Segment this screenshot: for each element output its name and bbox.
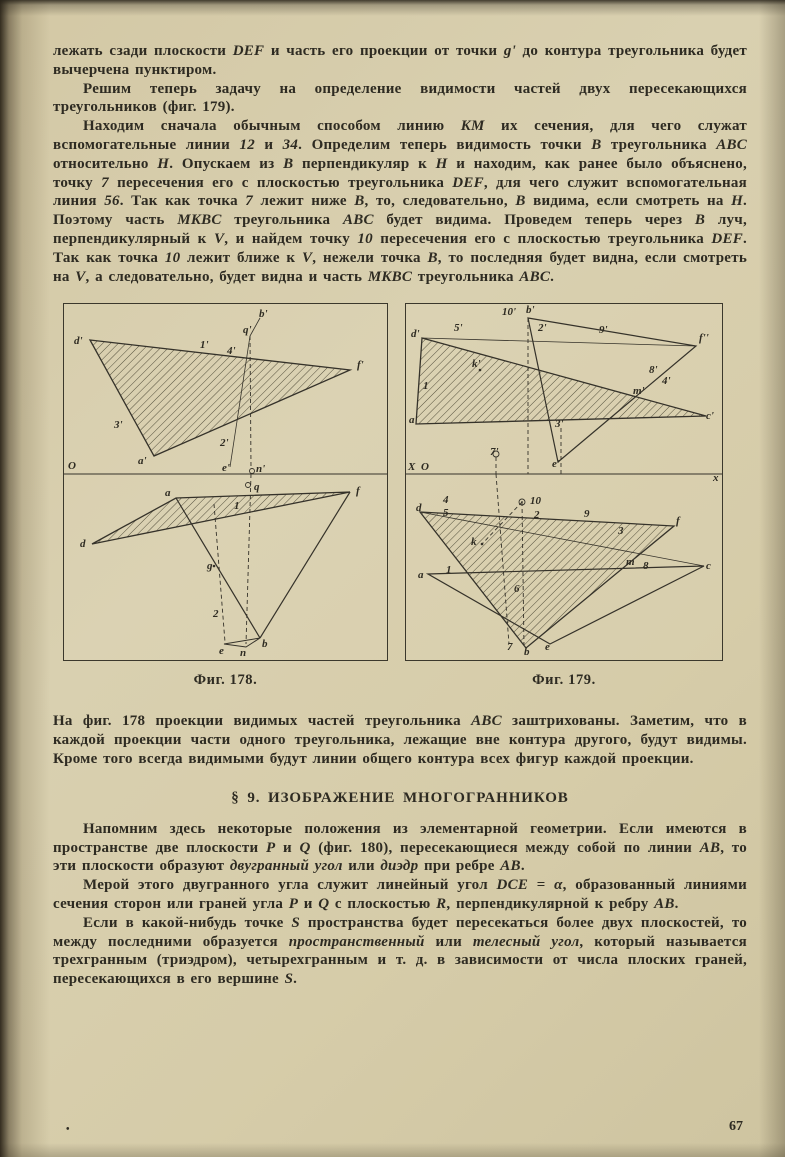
point-label: a' (138, 455, 147, 468)
point-marker-g (213, 565, 216, 568)
text-run: (фиг. 180), пересекающиеся между собой по линии (310, 839, 700, 856)
italic-term: 7 (245, 193, 254, 210)
point-label: b' (259, 308, 268, 321)
italic-term: 10 (357, 230, 373, 247)
text-run: заштрихованы. Заметим, что в каждой проекции части одного треугольника, лежащие вне контура другого, будут видимы. Кроме того всегда видимыми будут линии общего контура всех фигур каждой проекции. (53, 713, 747, 767)
point-label: m' (633, 385, 645, 398)
point-label: d' (411, 328, 420, 341)
point-marker-k (481, 543, 484, 546)
point-label: b (262, 638, 268, 651)
italic-term: AB (654, 895, 675, 912)
italic-term: P (265, 839, 276, 856)
italic-term: двугранный угол (229, 858, 343, 875)
figure-179-caption: Фиг. 179. (532, 672, 596, 689)
italic-term: DEF (711, 230, 744, 247)
paragraph (53, 876, 747, 914)
section-text-block (53, 820, 747, 989)
point-label: e (545, 641, 550, 654)
text-run: , который называется трехгранным (триэдром), четырехгранным и т. д. в зависимости от числа плоских граней, пересекающихся в его вершине (53, 933, 747, 988)
hatched-triangle-bottom (420, 512, 674, 648)
point-label: x (713, 472, 719, 485)
text-run: перпендикуляр к (293, 155, 436, 172)
italic-term: AB (699, 839, 721, 856)
italic-term: B (515, 193, 526, 210)
point-label: O (68, 460, 76, 473)
point-label: d (80, 538, 86, 551)
point-label: e (219, 645, 224, 658)
small-triangle-enb (224, 638, 260, 647)
point-label: 1 (234, 500, 240, 513)
bottom-projection-179 (420, 474, 704, 648)
text-run: , то, следовательно, (364, 193, 516, 210)
italic-term: V (302, 249, 313, 266)
italic-term: KM (460, 118, 485, 135)
figure-178-frame (63, 303, 388, 661)
italic-term: 34 (282, 136, 299, 153)
italic-term: P (288, 895, 299, 912)
page-content (53, 42, 747, 989)
text-run: Мерой этого двугранного угла служит линейный угол (83, 877, 497, 894)
text-run: будет видима. Проведем теперь через (373, 212, 695, 229)
point-label: c' (706, 410, 714, 423)
paragraph (53, 820, 747, 876)
text-run: треугольника (601, 136, 717, 153)
point-label: 2' (220, 437, 229, 450)
italic-term: g' (503, 43, 516, 59)
italic-term: S (291, 914, 300, 931)
top-projection-179 (416, 318, 706, 474)
italic-term: телесный угол (472, 933, 580, 950)
point-label: q' (243, 324, 252, 337)
text-run: лежит ниже (253, 193, 355, 210)
italic-term: S (284, 971, 294, 988)
point-label: m (626, 556, 635, 569)
footnote-mark: • (66, 1124, 70, 1135)
text-run: . Опускаем из (169, 155, 284, 172)
point-label: O (421, 461, 429, 474)
point-label: 3' (555, 418, 564, 431)
italic-term: 12 (239, 136, 255, 153)
point-label: n' (256, 463, 266, 476)
point-label: 6 (514, 583, 520, 596)
text-run: видима, если смотреть на (525, 193, 732, 210)
text-run: и (298, 895, 319, 912)
point-label: 9' (599, 324, 608, 337)
section-heading: § 9. ИЗОБРАЖЕНИЕ МНОГОГРАННИКОВ (231, 789, 569, 806)
text-run: . Поэтому часть (53, 193, 748, 229)
italic-term: ABC (342, 212, 374, 229)
italic-term: MKBC (177, 212, 222, 229)
point-label: 8' (649, 364, 658, 377)
italic-term: 10 (164, 249, 181, 266)
text-run: и часть его проекции от точки (264, 43, 504, 59)
text-run: и (275, 839, 300, 856)
point-label: 4 (443, 494, 449, 507)
figure-178-drawing (64, 304, 387, 660)
paragraph (53, 80, 747, 118)
hatched-triangle-bottom (92, 492, 350, 544)
point-label: 1 (423, 380, 429, 393)
text-run: . Определим теперь видимость точки (298, 136, 592, 153)
text-run: , образованный линиями сечения сторон или граней угла (53, 877, 748, 912)
point-label: 5 (443, 507, 449, 520)
point-label: f (356, 485, 360, 498)
italic-term: 56 (104, 193, 120, 210)
point-label: 2 (213, 608, 219, 621)
text-run: , а следовательно, будет видна и часть (85, 268, 368, 285)
point-label: 3 (618, 525, 624, 538)
italic-term: ABC (519, 268, 551, 285)
point-label: X (408, 461, 416, 474)
italic-term: B (694, 212, 706, 229)
text-run: или (424, 933, 473, 950)
point-label: a (418, 569, 424, 582)
text-run: Находим сначала обычным способом линию (83, 118, 461, 135)
page-number: 67 (729, 1119, 743, 1134)
text-run: Если в какой-нибудь точке (83, 914, 292, 931)
point-label: b (524, 646, 530, 659)
paragraph (53, 712, 747, 768)
figure-178 (63, 303, 388, 689)
italic-term: DEF (452, 174, 484, 191)
point-label: 2' (538, 322, 547, 335)
point-label: a (165, 487, 171, 500)
italic-term: B (427, 249, 438, 266)
point-label: 8 (643, 560, 649, 573)
figure-179-frame (405, 303, 723, 661)
intro-text-block (53, 42, 747, 286)
point-label: q (254, 481, 260, 494)
text-run: . (550, 268, 555, 285)
bottom-projection-178 (92, 474, 350, 647)
text-run: . (293, 971, 298, 988)
text-run: относительно (53, 155, 158, 172)
text-run: . Так как точка (53, 230, 748, 266)
text-run: Напомним здесь некоторые положения из элементарной геометрии. Если имеются в пространстве две плоскости (53, 820, 747, 856)
text-run: На фиг. 178 проекции видимых частей треугольника (53, 713, 472, 730)
italic-term: пространственный (288, 933, 425, 950)
text-run: до контура треугольника будет вычерчена пунктиром. (53, 43, 747, 78)
point-label: 7' (490, 446, 499, 459)
text-run: пространства будет пересекаться более двух плоскостей, то между последними образуется (53, 914, 747, 950)
dashed-projection-line (250, 336, 251, 468)
italic-term: H (731, 193, 744, 210)
italic-term: Q (318, 895, 330, 912)
point-marker-q (246, 483, 251, 488)
after-figures-text-block (53, 712, 747, 768)
italic-term: ABC (716, 136, 748, 153)
text-run: , нежели точка (312, 249, 428, 266)
figure-179-drawing (406, 304, 722, 660)
text-run: , и найдем точку (224, 230, 358, 247)
italic-term: R (436, 895, 447, 912)
figure-179 (405, 303, 723, 689)
text-run: лежать сзади плоскости (53, 43, 233, 59)
paragraph (53, 42, 747, 80)
point-label: 1' (200, 339, 209, 352)
point-label: d' (74, 335, 83, 348)
dashed-projection-line (214, 504, 225, 642)
point-label: 5' (454, 322, 463, 335)
top-projection-178 (90, 318, 350, 474)
figure-178-caption: Фиг. 178. (193, 672, 258, 689)
italic-term: AB (500, 858, 521, 875)
italic-term: ABC (471, 713, 502, 730)
text-run: . Так как точка (119, 193, 246, 210)
italic-term: V (213, 230, 225, 247)
text-run: , то последняя будет видна, если смотреть на (53, 249, 748, 285)
text-run: пересечения его с плоскостью треугольника (108, 174, 453, 191)
italic-term: Q (299, 839, 311, 856)
text-run: их сечения, для чего служат вспомогательные линии (53, 118, 747, 153)
italic-term: 7 (101, 174, 109, 191)
italic-term: H (157, 155, 170, 172)
point-label: n (240, 647, 247, 660)
text-run: пересечения его с плоскостью треугольника (372, 230, 712, 247)
point-label: a' (409, 414, 418, 427)
point-label: 2 (534, 509, 540, 522)
point-label: d (416, 502, 422, 515)
point-label: 7 (507, 641, 513, 654)
triangle-edge (260, 492, 350, 638)
italic-term: V (75, 268, 86, 285)
point-marker-n (250, 469, 255, 474)
point-label: 1 (446, 564, 452, 577)
italic-term: DCE = α (496, 877, 563, 894)
point-label: g (207, 560, 213, 573)
text-run: с плоскостью (329, 895, 437, 912)
italic-term: B (354, 193, 365, 210)
italic-term: диэдр (380, 858, 419, 875)
point-label: k' (472, 358, 481, 371)
point-label: e' (222, 462, 230, 475)
page-footer (66, 1119, 743, 1135)
text-run: , перпендикулярной к ребру (446, 895, 655, 912)
point-label: f' (357, 359, 364, 372)
point-label: 9 (584, 508, 590, 521)
text-run: треугольника (221, 212, 343, 229)
italic-term: B (283, 155, 294, 172)
point-label: 10 (530, 495, 541, 508)
point-label: k (471, 536, 477, 549)
point-label: b' (526, 304, 535, 317)
text-run: , для чего служит вспомогательная линия (53, 174, 747, 210)
point-label: 4' (662, 375, 671, 388)
text-run: Решим теперь задачу на определение видимости частей двух пересекающихся треугольников (фиг. 179). (53, 80, 747, 116)
text-run: лежит ближе к (180, 249, 303, 266)
text-run: при ребре (418, 858, 501, 875)
text-run: , то эти плоскости образуют (53, 839, 747, 875)
text-run: или (342, 858, 381, 875)
paragraph (53, 117, 747, 286)
point-label: e' (552, 458, 560, 471)
text-run: луч, перпендикулярный к (53, 212, 747, 247)
text-run: и находим, как ранее было объяснено, точку (53, 155, 747, 191)
point-label: 10' (502, 306, 517, 319)
point-label: c (706, 560, 711, 573)
figures-row (63, 303, 747, 689)
italic-term: DEF (232, 43, 265, 59)
italic-term: B (591, 136, 602, 153)
text-run: . (520, 858, 525, 875)
text-run: треугольника (412, 268, 520, 285)
italic-term: MKBC (367, 268, 413, 285)
point-label: f (676, 515, 680, 528)
italic-term: H (435, 155, 448, 172)
text-run: и (254, 136, 283, 153)
point-label: 3' (114, 419, 123, 432)
paragraph (53, 914, 747, 989)
point-label: f'' (699, 332, 709, 345)
text-run: . (674, 895, 679, 912)
point-label: 4' (227, 345, 236, 358)
